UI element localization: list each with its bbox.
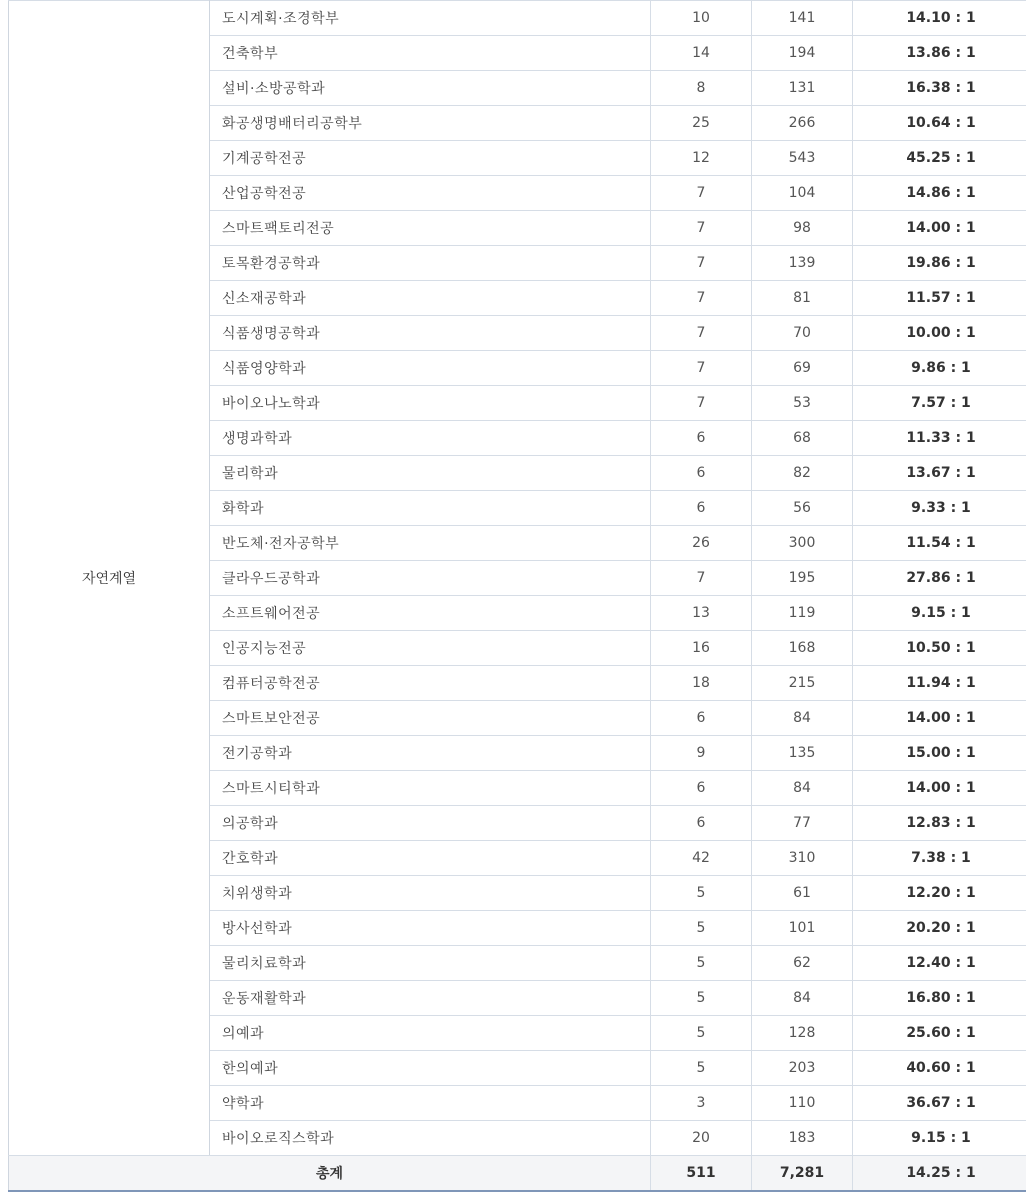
applicants-cell: 62 bbox=[752, 946, 853, 981]
ratio-cell: 9.33 : 1 bbox=[853, 491, 1026, 526]
applicants-cell: 203 bbox=[752, 1051, 853, 1086]
quota-cell: 8 bbox=[651, 71, 752, 106]
department-cell: 신소재공학과 bbox=[210, 281, 651, 316]
quota-cell: 6 bbox=[651, 491, 752, 526]
ratio-cell: 16.80 : 1 bbox=[853, 981, 1026, 1016]
quota-cell: 5 bbox=[651, 911, 752, 946]
applicants-cell: 61 bbox=[752, 876, 853, 911]
ratio-cell: 19.86 : 1 bbox=[853, 246, 1026, 281]
ratio-cell: 14.00 : 1 bbox=[853, 771, 1026, 806]
quota-cell: 16 bbox=[651, 631, 752, 666]
department-cell: 물리치료학과 bbox=[210, 946, 651, 981]
quota-cell: 5 bbox=[651, 946, 752, 981]
quota-cell: 6 bbox=[651, 771, 752, 806]
department-cell: 물리학과 bbox=[210, 456, 651, 491]
total-label: 총계 bbox=[9, 1156, 651, 1192]
ratio-cell: 9.15 : 1 bbox=[853, 1121, 1026, 1156]
applicants-cell: 141 bbox=[752, 1, 853, 36]
applicants-cell: 53 bbox=[752, 386, 853, 421]
department-cell: 클라우드공학과 bbox=[210, 561, 651, 596]
quota-cell: 5 bbox=[651, 981, 752, 1016]
applicants-cell: 98 bbox=[752, 211, 853, 246]
category-cell: 자연계열 bbox=[9, 1, 210, 1156]
quota-cell: 7 bbox=[651, 281, 752, 316]
ratio-cell: 13.86 : 1 bbox=[853, 36, 1026, 71]
table-body bbox=[9, 1, 1026, 1192]
applicants-cell: 183 bbox=[752, 1121, 853, 1156]
quota-cell: 10 bbox=[651, 1, 752, 36]
quota-cell: 3 bbox=[651, 1086, 752, 1121]
applicants-cell: 543 bbox=[752, 141, 853, 176]
applicants-cell: 168 bbox=[752, 631, 853, 666]
applicants-cell: 119 bbox=[752, 596, 853, 631]
department-cell: 인공지능전공 bbox=[210, 631, 651, 666]
quota-cell: 14 bbox=[651, 36, 752, 71]
ratio-cell: 11.54 : 1 bbox=[853, 526, 1026, 561]
quota-cell: 7 bbox=[651, 561, 752, 596]
applicants-cell: 215 bbox=[752, 666, 853, 701]
applicants-cell: 84 bbox=[752, 771, 853, 806]
ratio-cell: 14.10 : 1 bbox=[853, 1, 1026, 36]
department-cell: 기계공학전공 bbox=[210, 141, 651, 176]
ratio-cell: 11.33 : 1 bbox=[853, 421, 1026, 456]
applicants-cell: 84 bbox=[752, 701, 853, 736]
department-cell: 약학과 bbox=[210, 1086, 651, 1121]
quota-cell: 42 bbox=[651, 841, 752, 876]
ratio-cell: 9.86 : 1 bbox=[853, 351, 1026, 386]
applicants-cell: 194 bbox=[752, 36, 853, 71]
department-cell: 한의예과 bbox=[210, 1051, 651, 1086]
department-cell: 의공학과 bbox=[210, 806, 651, 841]
department-cell: 컴퓨터공학전공 bbox=[210, 666, 651, 701]
ratio-cell: 12.40 : 1 bbox=[853, 946, 1026, 981]
applicants-cell: 84 bbox=[752, 981, 853, 1016]
department-cell: 스마트팩토리전공 bbox=[210, 211, 651, 246]
ratio-cell: 40.60 : 1 bbox=[853, 1051, 1026, 1086]
ratio-cell: 7.38 : 1 bbox=[853, 841, 1026, 876]
quota-cell: 7 bbox=[651, 246, 752, 281]
department-cell: 치위생학과 bbox=[210, 876, 651, 911]
table-row bbox=[9, 1, 1026, 36]
applicants-cell: 81 bbox=[752, 281, 853, 316]
ratio-cell: 14.00 : 1 bbox=[853, 211, 1026, 246]
department-cell: 전기공학과 bbox=[210, 736, 651, 771]
quota-cell: 6 bbox=[651, 701, 752, 736]
quota-cell: 25 bbox=[651, 106, 752, 141]
department-cell: 바이오나노학과 bbox=[210, 386, 651, 421]
quota-cell: 6 bbox=[651, 806, 752, 841]
quota-cell: 5 bbox=[651, 876, 752, 911]
applicants-cell: 56 bbox=[752, 491, 853, 526]
ratio-cell: 9.15 : 1 bbox=[853, 596, 1026, 631]
applicants-cell: 110 bbox=[752, 1086, 853, 1121]
total-applicants: 7,281 bbox=[752, 1156, 853, 1192]
ratio-cell: 12.83 : 1 bbox=[853, 806, 1026, 841]
ratio-cell: 14.86 : 1 bbox=[853, 176, 1026, 211]
department-cell: 화학과 bbox=[210, 491, 651, 526]
department-cell: 건축학부 bbox=[210, 36, 651, 71]
applicants-cell: 139 bbox=[752, 246, 853, 281]
quota-cell: 18 bbox=[651, 666, 752, 701]
quota-cell: 7 bbox=[651, 211, 752, 246]
quota-cell: 20 bbox=[651, 1121, 752, 1156]
applicants-cell: 69 bbox=[752, 351, 853, 386]
total-quota: 511 bbox=[651, 1156, 752, 1192]
applicants-cell: 300 bbox=[752, 526, 853, 561]
quota-cell: 26 bbox=[651, 526, 752, 561]
department-cell: 스마트시티학과 bbox=[210, 771, 651, 806]
applicants-cell: 195 bbox=[752, 561, 853, 596]
applicants-cell: 68 bbox=[752, 421, 853, 456]
department-cell: 반도체·전자공학부 bbox=[210, 526, 651, 561]
ratio-cell: 13.67 : 1 bbox=[853, 456, 1026, 491]
applicants-cell: 101 bbox=[752, 911, 853, 946]
department-cell: 바이오로직스학과 bbox=[210, 1121, 651, 1156]
ratio-cell: 10.00 : 1 bbox=[853, 316, 1026, 351]
ratio-cell: 15.00 : 1 bbox=[853, 736, 1026, 771]
applicants-cell: 128 bbox=[752, 1016, 853, 1051]
applicants-cell: 135 bbox=[752, 736, 853, 771]
total-ratio: 14.25 : 1 bbox=[853, 1156, 1026, 1192]
quota-cell: 9 bbox=[651, 736, 752, 771]
ratio-cell: 7.57 : 1 bbox=[853, 386, 1026, 421]
ratio-cell: 11.57 : 1 bbox=[853, 281, 1026, 316]
applicants-cell: 82 bbox=[752, 456, 853, 491]
competition-ratio-table bbox=[8, 0, 1026, 1192]
ratio-cell: 45.25 : 1 bbox=[853, 141, 1026, 176]
ratio-cell: 12.20 : 1 bbox=[853, 876, 1026, 911]
ratio-cell: 14.00 : 1 bbox=[853, 701, 1026, 736]
quota-cell: 5 bbox=[651, 1051, 752, 1086]
quota-cell: 7 bbox=[651, 351, 752, 386]
department-cell: 토목환경공학과 bbox=[210, 246, 651, 281]
department-cell: 화공생명배터리공학부 bbox=[210, 106, 651, 141]
quota-cell: 12 bbox=[651, 141, 752, 176]
quota-cell: 5 bbox=[651, 1016, 752, 1051]
applicants-cell: 77 bbox=[752, 806, 853, 841]
department-cell: 식품영양학과 bbox=[210, 351, 651, 386]
quota-cell: 13 bbox=[651, 596, 752, 631]
quota-cell: 7 bbox=[651, 316, 752, 351]
department-cell: 방사선학과 bbox=[210, 911, 651, 946]
department-cell: 설비·소방공학과 bbox=[210, 71, 651, 106]
ratio-cell: 11.94 : 1 bbox=[853, 666, 1026, 701]
department-cell: 생명과학과 bbox=[210, 421, 651, 456]
department-cell: 산업공학전공 bbox=[210, 176, 651, 211]
department-cell: 운동재활학과 bbox=[210, 981, 651, 1016]
department-cell: 스마트보안전공 bbox=[210, 701, 651, 736]
applicants-cell: 266 bbox=[752, 106, 853, 141]
total-row bbox=[9, 1156, 1026, 1192]
ratio-cell: 27.86 : 1 bbox=[853, 561, 1026, 596]
quota-cell: 6 bbox=[651, 456, 752, 491]
department-cell: 도시계획·조경학부 bbox=[210, 1, 651, 36]
quota-cell: 6 bbox=[651, 421, 752, 456]
applicants-cell: 104 bbox=[752, 176, 853, 211]
ratio-cell: 10.50 : 1 bbox=[853, 631, 1026, 666]
ratio-cell: 36.67 : 1 bbox=[853, 1086, 1026, 1121]
ratio-cell: 25.60 : 1 bbox=[853, 1016, 1026, 1051]
quota-cell: 7 bbox=[651, 386, 752, 421]
quota-cell: 7 bbox=[651, 176, 752, 211]
department-cell: 간호학과 bbox=[210, 841, 651, 876]
department-cell: 소프트웨어전공 bbox=[210, 596, 651, 631]
department-cell: 의예과 bbox=[210, 1016, 651, 1051]
department-cell: 식품생명공학과 bbox=[210, 316, 651, 351]
ratio-cell: 20.20 : 1 bbox=[853, 911, 1026, 946]
applicants-cell: 310 bbox=[752, 841, 853, 876]
ratio-cell: 16.38 : 1 bbox=[853, 71, 1026, 106]
applicants-cell: 70 bbox=[752, 316, 853, 351]
applicants-cell: 131 bbox=[752, 71, 853, 106]
ratio-cell: 10.64 : 1 bbox=[853, 106, 1026, 141]
